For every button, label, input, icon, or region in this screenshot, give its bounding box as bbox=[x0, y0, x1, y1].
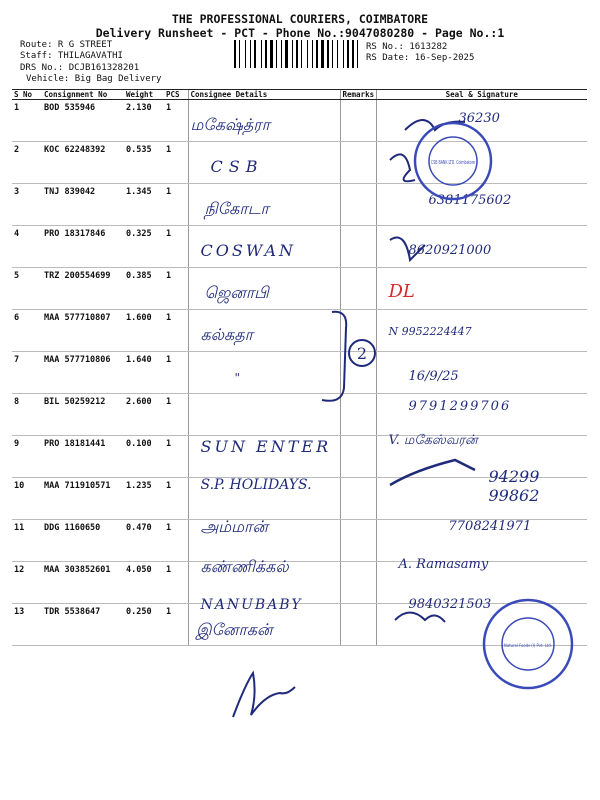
consignment-cell: PRO 18317846 bbox=[42, 226, 124, 268]
table-header-row bbox=[12, 90, 587, 100]
barcode-bar bbox=[309, 40, 311, 68]
header-consignment: Consignment No bbox=[42, 90, 124, 100]
consignment-cell: DDG 1160650 bbox=[42, 520, 124, 562]
barcode-bar bbox=[292, 40, 293, 68]
barcode-bar bbox=[355, 40, 356, 68]
weight-cell: 4.050 bbox=[124, 562, 164, 604]
barcode bbox=[234, 40, 362, 68]
handwritten-consignee: S.P. HOLIDAYS. bbox=[200, 477, 312, 493]
remarks-cell bbox=[340, 562, 376, 604]
remarks-cell bbox=[340, 100, 376, 142]
handwritten-signature: 9840321503 bbox=[408, 597, 492, 612]
pcs-cell: 1 bbox=[164, 100, 188, 142]
barcode-bar bbox=[285, 40, 288, 68]
barcode-bar bbox=[283, 40, 284, 68]
handwritten-signature: DL bbox=[388, 281, 415, 302]
barcode-bar bbox=[237, 40, 238, 68]
barcode-bar bbox=[359, 40, 362, 68]
header-remarks: Remarks bbox=[340, 90, 376, 100]
consignment-cell: MAA 303852601 bbox=[42, 562, 124, 604]
handwritten-consignee: NANUBABY bbox=[200, 597, 303, 613]
barcode-bar bbox=[314, 40, 315, 68]
pcs-cell: 1 bbox=[164, 394, 188, 436]
handwritten-signature: 9791299706 bbox=[408, 399, 512, 414]
sno-cell: 2 bbox=[12, 142, 42, 184]
consignment-cell: BIL 50259212 bbox=[42, 394, 124, 436]
consignment-cell: TRZ 200554699 bbox=[42, 268, 124, 310]
consignee-cell bbox=[188, 268, 340, 310]
handwritten-consignee: CSB bbox=[210, 157, 264, 176]
header-pcs: PCS bbox=[164, 90, 188, 100]
handwritten-consignee: " bbox=[234, 371, 241, 385]
natural-stamp-text: Natural Foods (I) Pvt. Ltd. bbox=[504, 644, 562, 649]
barcode-bar bbox=[294, 40, 295, 68]
sno-cell: 12 bbox=[12, 562, 42, 604]
weight-cell: 1.235 bbox=[124, 478, 164, 520]
handwritten-signature: 16/9/25 bbox=[408, 369, 459, 384]
natural-foods-stamp bbox=[480, 596, 576, 692]
handwritten-signature: V. மகேஸ்வரன் bbox=[388, 433, 478, 448]
bracket-mark bbox=[318, 308, 378, 408]
pcs-cell: 1 bbox=[164, 604, 188, 646]
handwritten-consignee: அம்மான் bbox=[200, 517, 268, 536]
pcs-cell: 1 bbox=[164, 520, 188, 562]
consignee-cell bbox=[188, 184, 340, 226]
barcode-bar bbox=[352, 40, 354, 68]
weight-cell: 0.325 bbox=[124, 226, 164, 268]
sno-cell: 7 bbox=[12, 352, 42, 394]
remarks-cell bbox=[340, 604, 376, 646]
consignment-cell: PRO 18181441 bbox=[42, 436, 124, 478]
consignment-cell: BOD 535946 bbox=[42, 100, 124, 142]
barcode-bar bbox=[234, 40, 236, 68]
barcode-bar bbox=[241, 40, 244, 68]
pcs-cell: 1 bbox=[164, 310, 188, 352]
pcs-cell: 1 bbox=[164, 436, 188, 478]
header-sno: S No bbox=[12, 90, 42, 100]
barcode-bar bbox=[265, 40, 267, 68]
weight-cell: 1.600 bbox=[124, 310, 164, 352]
barcode-bar bbox=[257, 40, 260, 68]
weight-cell: 2.130 bbox=[124, 100, 164, 142]
document-subtitle: Delivery Runsheet - PCT - Phone No.:9047080280 - Page No.:1 bbox=[95, 26, 505, 40]
handwritten-signature: 8620921000 bbox=[408, 243, 492, 258]
barcode-bar bbox=[274, 40, 275, 68]
consignee-cell bbox=[188, 100, 340, 142]
handwritten-signature: 94299 99862 bbox=[488, 467, 540, 505]
sno-cell: 6 bbox=[12, 310, 42, 352]
pcs-cell: 1 bbox=[164, 142, 188, 184]
remarks-cell bbox=[340, 142, 376, 184]
csb-stamp-text: CSB BANK LTD. Coimbatore bbox=[431, 160, 476, 166]
consignment-cell: TDR 5538647 bbox=[42, 604, 124, 646]
consignment-cell: TNJ 839042 bbox=[42, 184, 124, 226]
barcode-bar bbox=[319, 40, 320, 68]
consignee-cell bbox=[188, 478, 340, 520]
pcs-cell: 1 bbox=[164, 184, 188, 226]
barcode-bar bbox=[281, 40, 282, 68]
barcode-bar bbox=[296, 40, 298, 68]
barcode-bar bbox=[245, 40, 246, 68]
sno-cell: 4 bbox=[12, 226, 42, 268]
barcode-bar bbox=[332, 40, 333, 68]
weight-cell: 1.640 bbox=[124, 352, 164, 394]
csb-bank-stamp bbox=[412, 120, 494, 202]
consignee-cell bbox=[188, 436, 340, 478]
consignee-cell bbox=[188, 517, 340, 562]
header-weight: Weight bbox=[124, 90, 164, 100]
sno-cell: 9 bbox=[12, 436, 42, 478]
remarks-cell bbox=[340, 184, 376, 226]
remarks-cell bbox=[340, 478, 376, 520]
document-title: THE PROFESSIONAL COURIERS, COIMBATORE bbox=[171, 12, 429, 26]
barcode-bar bbox=[312, 40, 313, 68]
handwritten-consignee: COSWAN bbox=[200, 241, 297, 260]
sno-cell: 3 bbox=[12, 184, 42, 226]
barcode-bar bbox=[316, 40, 318, 68]
sno-cell: 11 bbox=[12, 520, 42, 562]
barcode-bar bbox=[299, 40, 300, 68]
sno-cell: 8 bbox=[12, 394, 42, 436]
barcode-bar bbox=[350, 40, 351, 68]
barcode-bar bbox=[301, 40, 302, 68]
consignee-cell bbox=[188, 142, 340, 184]
handwritten-consignee: ஜெனாபி bbox=[204, 283, 269, 302]
barcode-bar bbox=[303, 40, 306, 68]
weight-cell: 0.535 bbox=[124, 142, 164, 184]
remarks-cell bbox=[340, 436, 376, 478]
weight-cell: 0.250 bbox=[124, 604, 164, 646]
barcode-bar bbox=[278, 40, 280, 68]
consignment-cell: MAA 577710806 bbox=[42, 352, 124, 394]
barcode-bar bbox=[289, 40, 291, 68]
barcode-bar bbox=[334, 40, 336, 68]
barcode-bar bbox=[327, 40, 329, 68]
handwritten-signature: 6381175602 bbox=[428, 193, 512, 208]
weight-cell: 1.345 bbox=[124, 184, 164, 226]
remarks-cell bbox=[340, 520, 376, 562]
barcode-bar bbox=[325, 40, 326, 68]
barcode-bar bbox=[307, 40, 308, 68]
handwritten-signature: N 9952224447 bbox=[388, 325, 472, 338]
barcode-bar bbox=[252, 40, 253, 68]
consignee-cell bbox=[188, 226, 340, 268]
pcs-cell: 1 bbox=[164, 478, 188, 520]
barcode-bar bbox=[357, 40, 358, 68]
barcode-bar bbox=[321, 40, 324, 68]
weight-cell: 0.100 bbox=[124, 436, 164, 478]
handwritten-signature: 7708241971 bbox=[448, 519, 532, 534]
sno-cell: 1 bbox=[12, 100, 42, 142]
barcode-bar bbox=[268, 40, 269, 68]
consignment-cell: KOC 62248392 bbox=[42, 142, 124, 184]
barcode-bar bbox=[263, 40, 264, 68]
bracket-number: 2 bbox=[356, 344, 368, 363]
sno-cell: 5 bbox=[12, 268, 42, 310]
consignment-cell: MAA 577710807 bbox=[42, 310, 124, 352]
staff-text: Staff: THILAGAVATHI bbox=[20, 51, 123, 61]
rs-number: RS No.: 1613282 bbox=[366, 42, 448, 52]
barcode-bar bbox=[261, 40, 262, 68]
handwritten-signature: A. Ramasamy bbox=[398, 557, 489, 572]
barcode-bar bbox=[345, 40, 346, 68]
pcs-cell: 1 bbox=[164, 562, 188, 604]
barcode-bar bbox=[247, 40, 249, 68]
barcode-bar bbox=[330, 40, 331, 68]
barcode-bar bbox=[276, 40, 277, 68]
rs-date: RS Date: 16-Sep-2025 bbox=[366, 53, 475, 63]
barcode-bar bbox=[254, 40, 256, 68]
header-consignee: Consignee Details bbox=[188, 90, 340, 100]
handwritten-consignee: SUN ENTER bbox=[200, 437, 332, 456]
weight-cell: 0.470 bbox=[124, 520, 164, 562]
handwritten-consignee: மகேஷ்த்ரா bbox=[190, 115, 270, 134]
consignment-cell: MAA 711910571 bbox=[42, 478, 124, 520]
pcs-cell: 1 bbox=[164, 352, 188, 394]
weight-cell: 0.385 bbox=[124, 268, 164, 310]
header-signature: Seal & Signature bbox=[376, 90, 587, 100]
remarks-cell bbox=[340, 268, 376, 310]
remarks-cell bbox=[340, 226, 376, 268]
barcode-bar bbox=[239, 40, 240, 68]
sno-cell: 13 bbox=[12, 604, 42, 646]
barcode-bar bbox=[347, 40, 349, 68]
weight-cell: 2.600 bbox=[124, 394, 164, 436]
route-text: Route: R G STREET bbox=[20, 40, 113, 50]
barcode-bar bbox=[250, 40, 251, 68]
handwritten-signature: 36230 bbox=[458, 111, 500, 126]
handwritten-consignee: கண்ணிக்கல் bbox=[200, 557, 289, 576]
barcode-bar bbox=[343, 40, 344, 68]
handwritten-extra-consignee: இனோகன் bbox=[196, 620, 273, 639]
barcode-bar bbox=[339, 40, 342, 68]
handwritten-consignee: நிகோடா bbox=[204, 199, 269, 218]
sno-cell: 10 bbox=[12, 478, 42, 520]
vehicle-text: Vehicle: Big Bag Delivery bbox=[26, 74, 162, 84]
drs-text: DRS No.: DCJB161328201 bbox=[20, 63, 140, 73]
pcs-cell: 1 bbox=[164, 268, 188, 310]
pcs-cell: 1 bbox=[164, 226, 188, 268]
handwritten-consignee: கல்கதா bbox=[200, 325, 254, 344]
barcode-bar bbox=[270, 40, 273, 68]
barcode-bar bbox=[337, 40, 338, 68]
bottom-signature bbox=[225, 665, 305, 725]
